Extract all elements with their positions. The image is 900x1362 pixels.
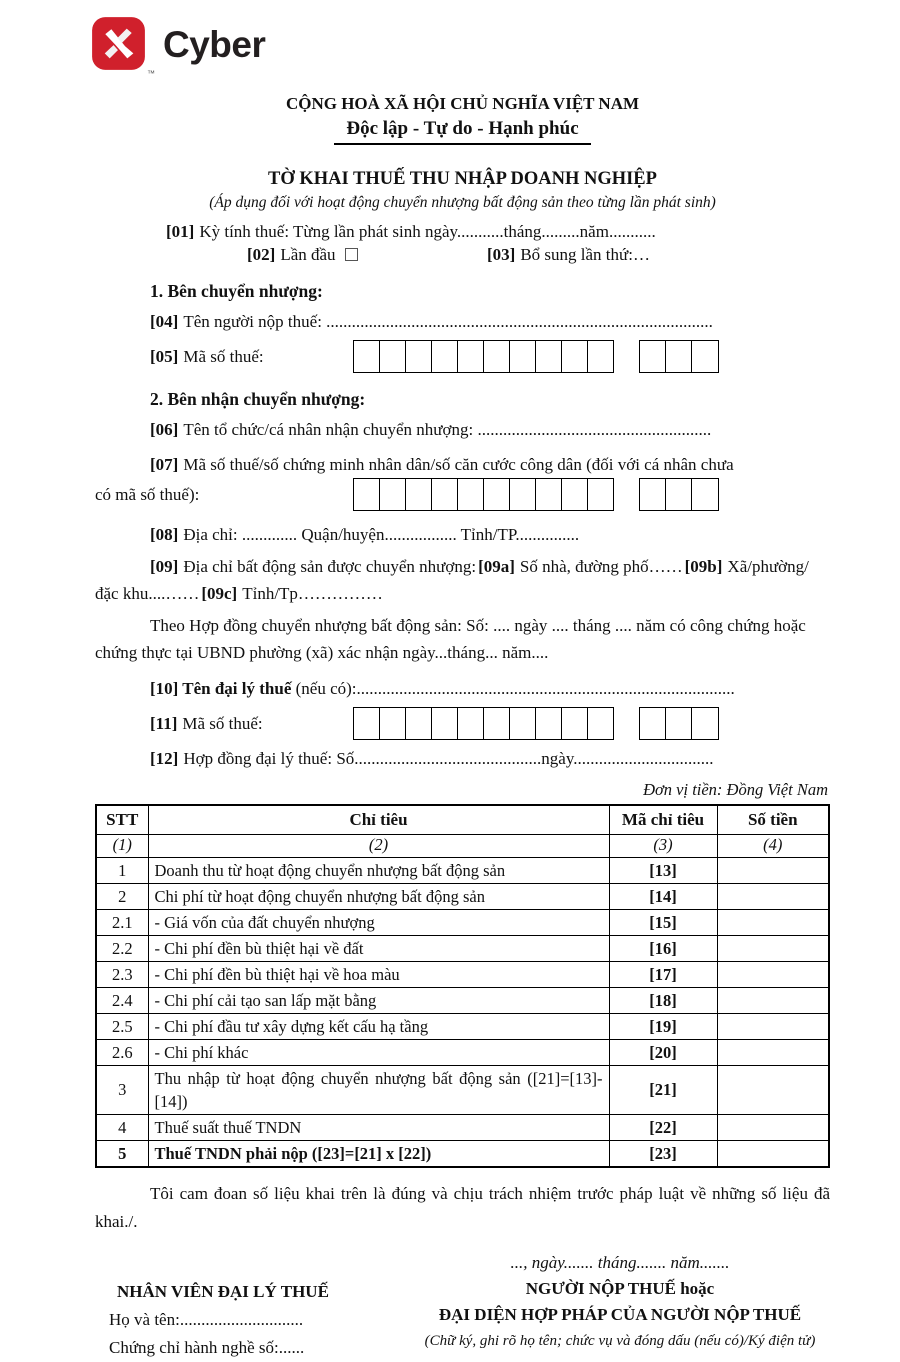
tax-code-box-group (641, 340, 719, 373)
row-code: [22] (609, 1115, 717, 1141)
tax-code-cell[interactable] (379, 340, 407, 373)
tax-code-cell[interactable] (483, 707, 511, 740)
currency-note: Đơn vị tiền: Đồng Việt Nam (643, 780, 828, 799)
form-title: TỜ KHAI THUẾ THU NHẬP DOANH NGHIỆP (268, 169, 657, 189)
row-code: [17] (609, 962, 717, 988)
tax-code-cell[interactable] (431, 340, 459, 373)
table-row (96, 988, 829, 1014)
agent-staff-cert-line: Chứng chỉ hành nghề số:...... (109, 1338, 305, 1357)
line-07-id-numbers (95, 451, 830, 478)
subheader-4: (4) (717, 835, 829, 858)
taxpayer-title-1: NGƯỜI NỘP THUẾ hoặc (525, 1279, 715, 1298)
tax-code-cell[interactable] (431, 478, 459, 511)
line-02-03 (247, 245, 830, 265)
agent-staff-title: NHÂN VIÊN ĐẠI LÝ THUẾ (117, 1282, 329, 1301)
row-stt: 2 (96, 884, 148, 910)
line-04-taxpayer-name (95, 308, 830, 335)
declaration-statement: Tôi cam đoan số liệu khai trên là đúng và chịu trách nhiệm trước pháp luật về những số liệu đã khai./. (95, 1184, 830, 1231)
agent-tax-code-boxes (355, 707, 746, 740)
row-amount-cell[interactable] (717, 1115, 829, 1141)
agent-staff-signature-block (95, 1278, 410, 1362)
line-10-text: (nếu có):......................................................................................... (295, 679, 735, 698)
cyber-x-icon (91, 16, 146, 71)
row-label: Chi phí từ hoạt động chuyển nhượng bất động sản (148, 884, 609, 910)
row-stt: 2.1 (96, 910, 148, 936)
tax-code-cell[interactable] (457, 478, 485, 511)
tax-code-cell[interactable] (535, 478, 563, 511)
code-09: [09] (150, 557, 179, 576)
tax-code-cell[interactable] (639, 478, 667, 511)
national-title: CỘNG HOÀ XÃ HỘI CHỦ NGHĨA VIỆT NAM (285, 94, 640, 113)
line-11-text: Mã số thuế: (182, 713, 263, 733)
row-amount-cell[interactable] (717, 1040, 829, 1066)
tax-code-cell[interactable] (379, 478, 407, 511)
tax-code-cell[interactable] (431, 707, 459, 740)
code-08: [08] (150, 525, 179, 544)
code-01: [01] (166, 222, 195, 241)
row-code: [15] (609, 910, 717, 936)
row-label: Doanh thu từ hoạt động chuyển nhượng bất động sản (148, 858, 609, 884)
signature-instruction-note: (Chữ ký, ghi rõ họ tên; chức vụ và đóng dấu (nếu có)/Ký điện tử) (424, 1333, 816, 1349)
tax-code-box-group (355, 478, 614, 511)
tax-code-box-group (355, 340, 614, 373)
tax-code-cell[interactable] (509, 340, 537, 373)
tax-code-cell[interactable] (561, 707, 589, 740)
line-09-text-2: Số nhà, đường phố…… (519, 557, 683, 576)
row-stt: 1 (96, 858, 148, 884)
row-stt: 4 (96, 1115, 148, 1141)
table-row (96, 1066, 829, 1115)
row-amount-cell[interactable] (717, 988, 829, 1014)
line-09-property-address (95, 553, 830, 607)
table-row (96, 936, 829, 962)
line-09-text-3: Xã/phường/đặc khu....…… (95, 557, 809, 603)
line-08-text: Địa chỉ: ............. Quận/huyện................. Tỉnh/TP............... (183, 525, 580, 544)
tax-code-cell[interactable] (691, 478, 719, 511)
tax-code-box-group (641, 478, 719, 511)
code-11: [11] (150, 713, 178, 733)
tax-code-cell[interactable] (405, 478, 433, 511)
row-stt: 5 (96, 1141, 148, 1168)
line-01-text: Kỳ tính thuế: Từng lần phát sinh ngày...........tháng.........năm........... (199, 222, 656, 241)
tax-code-cell[interactable] (587, 478, 615, 511)
line-07-text: Mã số thuế/số chứng minh nhân dân/số căn cước công dân (đối với cá nhân chưa (183, 455, 734, 474)
line-05-text: Mã số thuế: (183, 346, 264, 366)
table-row (96, 1040, 829, 1066)
line-07-continuation (95, 478, 830, 511)
row-code: [19] (609, 1014, 717, 1040)
taxpayer-title-2: ĐẠI DIỆN HỢP PHÁP CỦA NGƯỜI NỘP THUẾ (438, 1305, 802, 1324)
line-01-tax-period (166, 222, 830, 242)
line-10-bold: [10] Tên đại lý thuế (150, 679, 292, 698)
table-row (96, 1115, 829, 1141)
tax-code-cell[interactable] (353, 478, 381, 511)
line-09-text-1: Địa chỉ bất động sản được chuyển nhượng: (183, 557, 477, 576)
row-amount-cell[interactable] (717, 884, 829, 910)
code-09b: [09b] (684, 557, 723, 576)
row-amount-cell[interactable] (717, 962, 829, 988)
row-stt: 2.2 (96, 936, 148, 962)
row-code: [13] (609, 858, 717, 884)
signature-area (95, 1250, 830, 1362)
tax-declaration-table (95, 804, 830, 1168)
table-row (96, 962, 829, 988)
code-09c: [09c] (201, 584, 238, 603)
tax-code-cell[interactable] (457, 340, 485, 373)
tax-code-cell[interactable] (691, 340, 719, 373)
tax-code-cell[interactable] (509, 707, 537, 740)
row-label: Thuế TNDN phải nộp ([23]=[21] x [22]) (148, 1141, 609, 1168)
line-02-text: Lần đầu (280, 245, 336, 264)
trademark-symbol: ™ (147, 69, 155, 78)
subheader-3: (3) (609, 835, 717, 858)
row-amount-cell[interactable] (717, 858, 829, 884)
table-row (96, 910, 829, 936)
tax-code-cell[interactable] (483, 340, 511, 373)
subheader-2: (2) (148, 835, 609, 858)
tax-code-cell[interactable] (587, 707, 615, 740)
row-stt: 2.3 (96, 962, 148, 988)
table-row (96, 858, 829, 884)
row-label: - Chi phí đền bù thiệt hại về hoa màu (148, 962, 609, 988)
tax-code-cell[interactable] (509, 478, 537, 511)
row-code: [20] (609, 1040, 717, 1066)
row-code: [21] (609, 1066, 717, 1115)
table-subheader-row (96, 835, 829, 858)
line-12-agent-contract (95, 745, 830, 772)
row-code: [16] (609, 936, 717, 962)
taxpayer-tax-code-boxes (355, 340, 746, 373)
code-02: [02] (247, 245, 276, 264)
tax-code-cell[interactable] (665, 478, 693, 511)
code-07: [07] (150, 455, 179, 474)
tax-code-cell[interactable] (665, 340, 693, 373)
row-amount-cell[interactable] (717, 1066, 829, 1115)
section-1-title: 1. Bên chuyển nhượng: (150, 281, 323, 301)
header-stt: STT (96, 805, 148, 835)
row-label: - Chi phí khác (148, 1040, 609, 1066)
line-08-address (95, 521, 830, 548)
line-03-supplement (487, 245, 650, 265)
tax-code-box-group (641, 707, 719, 740)
code-05: [05] (150, 346, 179, 366)
row-stt: 2.5 (96, 1014, 148, 1040)
line-11-label (95, 714, 355, 734)
tax-code-cell[interactable] (691, 707, 719, 740)
code-03: [03] (487, 245, 516, 264)
row-code: [18] (609, 988, 717, 1014)
tax-code-cell[interactable] (587, 340, 615, 373)
line-07-cont-text: có mã số thuế): (95, 484, 200, 504)
table-header-row (96, 805, 829, 835)
section-2-title: 2. Bên nhận chuyển nhượng: (150, 389, 366, 409)
row-stt: 2.6 (96, 1040, 148, 1066)
tax-code-cell[interactable] (353, 707, 381, 740)
tax-code-cell[interactable] (561, 340, 589, 373)
line-04-text: Tên người nộp thuế: ........................................................................................... (183, 312, 713, 331)
table-row (96, 884, 829, 910)
header-code: Mã chỉ tiêu (609, 805, 717, 835)
tax-code-cell[interactable] (483, 478, 511, 511)
line-05-label (95, 347, 355, 367)
contract-line: Theo Hợp đồng chuyển nhượng bất động sản: Số: .... ngày .... tháng .... năm có công chứng hoặc chứng thực tại UBND phường (xã) xác nhận ngày...tháng... năm.... (95, 616, 806, 662)
tax-code-cell[interactable] (535, 340, 563, 373)
signature-date-line: ..., ngày....... tháng....... năm....... (510, 1253, 730, 1272)
row-label: - Chi phí đền bù thiệt hại về đất (148, 936, 609, 962)
line-11-agent-tax-code (95, 707, 830, 740)
row-label: - Giá vốn của đất chuyển nhượng (148, 910, 609, 936)
row-code: [14] (609, 884, 717, 910)
table-row-total (96, 1141, 829, 1168)
national-motto: Độc lập - Tự do - Hạnh phúc (334, 117, 590, 145)
line-05-tax-code (95, 340, 830, 373)
tax-code-cell[interactable] (561, 478, 589, 511)
first-time-checkbox[interactable] (345, 248, 358, 261)
header-amount: Số tiền (717, 805, 829, 835)
subheader-1: (1) (96, 835, 148, 858)
line-03-text: Bổ sung lần thứ:… (520, 245, 650, 264)
code-09a: [09a] (478, 557, 515, 576)
tax-code-cell[interactable] (639, 707, 667, 740)
row-stt: 2.4 (96, 988, 148, 1014)
line-09-text-4: Tỉnh/Tp…………… (242, 584, 383, 603)
row-amount-cell[interactable] (717, 910, 829, 936)
tax-code-cell[interactable] (535, 707, 563, 740)
line-06-text: Tên tổ chức/cá nhân nhận chuyển nhượng: ....................................................... (183, 420, 712, 439)
line-06-transferee-name (95, 416, 830, 443)
form-subtitle: (Áp dụng đối với hoạt động chuyển nhượng bất động sản theo từng lần phát sinh) (209, 194, 716, 211)
line-02-first-time (247, 245, 487, 265)
row-label: Thuế suất thuế TNDN (148, 1115, 609, 1141)
tax-code-cell[interactable] (457, 707, 485, 740)
row-label: - Chi phí đầu tư xây dựng kết cấu hạ tầng (148, 1014, 609, 1040)
brand-name: Cyber (163, 24, 266, 65)
tax-code-cell[interactable] (405, 707, 433, 740)
row-amount-cell[interactable] (717, 1014, 829, 1040)
agent-staff-name-line: Họ và tên:............................. (109, 1310, 304, 1329)
code-04: [04] (150, 312, 179, 331)
code-06: [06] (150, 420, 179, 439)
tax-code-cell[interactable] (639, 340, 667, 373)
row-amount-cell[interactable] (717, 1141, 829, 1168)
row-code: [23] (609, 1141, 717, 1168)
line-12-text: Hợp đồng đại lý thuế: Số............................................ngày................................. (183, 749, 714, 768)
row-label: - Chi phí cải tạo san lấp mặt bằng (148, 988, 609, 1014)
tax-code-cell[interactable] (379, 707, 407, 740)
row-label: Thu nhập từ hoạt động chuyển nhượng bất động sản ([21]=[13]-[14]) (148, 1066, 609, 1115)
row-stt: 3 (96, 1066, 148, 1115)
line-10-tax-agent-name (95, 675, 830, 702)
taxpayer-signature-block (410, 1250, 830, 1362)
row-amount-cell[interactable] (717, 936, 829, 962)
transferee-tax-code-boxes (355, 478, 746, 511)
code-12: [12] (150, 749, 179, 768)
tax-code-cell[interactable] (353, 340, 381, 373)
tax-code-cell[interactable] (665, 707, 693, 740)
brand-logo (91, 16, 830, 80)
table-row (96, 1014, 829, 1040)
header-label: Chỉ tiêu (148, 805, 609, 835)
tax-code-cell[interactable] (405, 340, 433, 373)
tax-code-box-group (355, 707, 614, 740)
